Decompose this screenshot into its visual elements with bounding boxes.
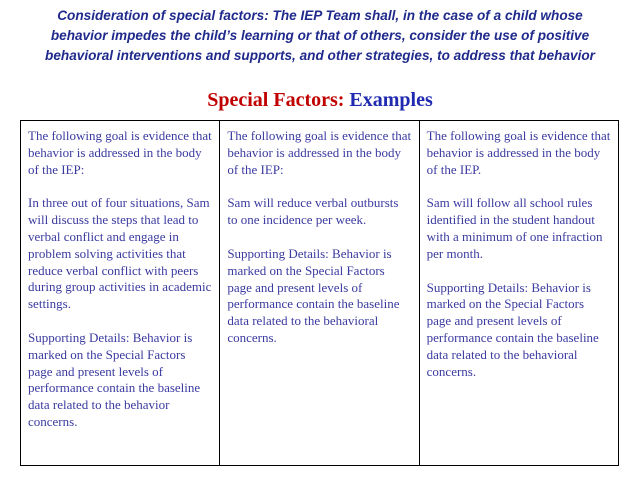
example-column-2 — [220, 121, 419, 466]
intro-line: behavior impedes the child’s learning or that of others, consider the use of positive — [50, 28, 590, 43]
slide-title — [0, 88, 640, 112]
goal-evidence-lead: The following goal is evidence that behavior is addressed in the body of the IEP: — [227, 128, 412, 177]
examples-row — [21, 121, 619, 466]
title-examples: Examples — [349, 89, 433, 111]
title-special-factors: Special Factors: — [207, 89, 345, 111]
goal-statement: Sam will reduce verbal outbursts to one incidence per week. — [227, 195, 399, 228]
intro-line: Consideration of special factors: The IEP Team shall, in the case of a child whose — [57, 8, 583, 23]
supporting-details: Supporting Details: Behavior is marked on the Special Factors page and present levels of performance contain the baseline data related to the behavior concerns. — [28, 329, 201, 429]
example-column-1 — [21, 121, 220, 466]
goal-statement: In three out of four situations, Sam will discuss the steps that lead to verbal conflict and engage in problem solving activities that reduce verbal conflict with peers during group activities in academic settings. — [28, 195, 212, 312]
special-factors-intro — [10, 6, 630, 66]
goal-evidence-lead: The following goal is evidence that behavior is addressed in the body of the IEP. — [426, 128, 611, 177]
intro-line: behavioral interventions and supports, and other strategies, to address that behavior — [45, 48, 595, 63]
example-column-3 — [419, 121, 618, 466]
supporting-details: Supporting Details: Behavior is marked on the Special Factors page and present levels of performance contain the baseline data related to the behavioral concerns. — [227, 245, 400, 345]
goal-statement: Sam will follow all school rules identified in the student handout with a minimum of one infraction per month. — [426, 195, 603, 261]
supporting-details: Supporting Details: Behavior is marked on the Special Factors page and present levels of performance contain the baseline data related to the behavioral concerns. — [426, 279, 599, 379]
examples-table — [20, 120, 619, 466]
goal-evidence-lead: The following goal is evidence that behavior is addressed in the body of the IEP: — [28, 128, 212, 177]
